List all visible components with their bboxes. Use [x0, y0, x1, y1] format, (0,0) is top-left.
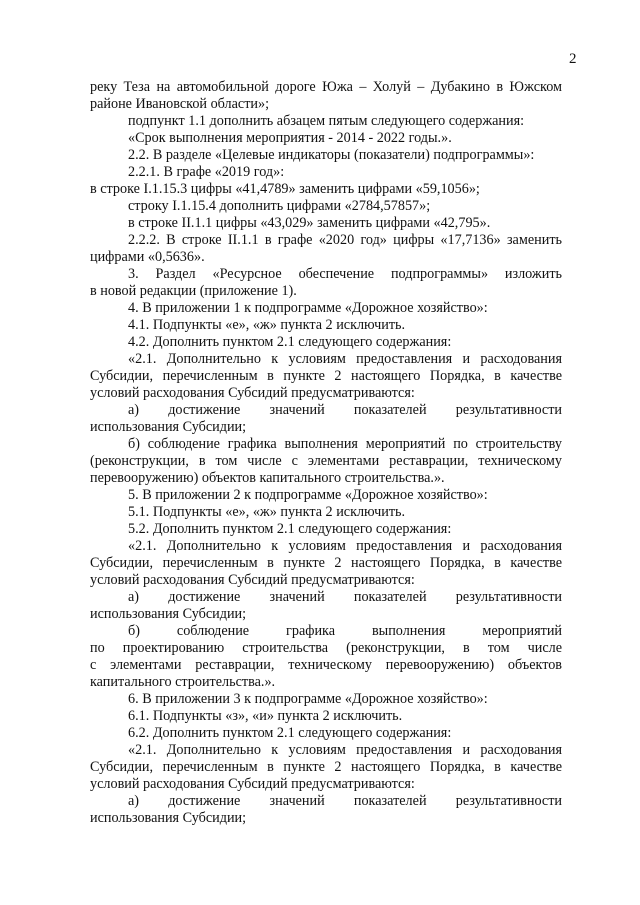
text-line: 2.2.2. В строке II.1.1 в графе «2020 год» цифры «17,7136» заменить: [128, 232, 562, 248]
text-line: строку I.1.15.4 дополнить цифрами «2784,57857»;: [128, 198, 431, 214]
text-line: в строке I.1.15.3 цифры «41,4789» заменить цифрами «59,1056»;: [90, 181, 480, 197]
text-line: «2.1. Дополнительно к условиям предоставления и расходования: [128, 351, 562, 367]
text-line: Субсидии, перечисленным в пункте 2 настоящего Порядка, в качестве: [90, 759, 562, 775]
text-line: (реконструкции, в том числе с элементами реставрации, техническому: [90, 453, 562, 469]
text-line: 6.2. Дополнить пунктом 2.1 следующего содержания:: [128, 725, 452, 741]
page-number: 2: [569, 51, 577, 67]
text-line: 2.2. В разделе «Целевые индикаторы (показатели) подпрограммы»:: [128, 147, 535, 163]
text-line: а) достижение значений показателей результативности: [128, 589, 562, 605]
text-line: использования Субсидии;: [90, 419, 247, 435]
text-line: 5. В приложении 2 к подпрограмме «Дорожное хозяйство»:: [128, 487, 488, 503]
text-line: использования Субсидии;: [90, 810, 247, 826]
text-line: б) соблюдение графика выполнения мероприятий: [128, 623, 562, 639]
text-line: в строке II.1.1 цифры «43,029» заменить цифрами «42,795».: [128, 215, 491, 231]
document-body: [90, 79, 562, 827]
text-line: 6. В приложении 3 к подпрограмме «Дорожное хозяйство»:: [128, 691, 488, 707]
text-line: 3. Раздел «Ресурсное обеспечение подпрограммы» изложить: [128, 266, 562, 282]
text-line: 5.2. Дополнить пунктом 2.1 следующего содержания:: [128, 521, 452, 537]
text-line: подпункт 1.1 дополнить абзацем пятым следующего содержания:: [128, 113, 525, 129]
text-line: перевооружению) объектов капитального строительства.».: [90, 470, 445, 486]
text-line: Субсидии, перечисленным в пункте 2 настоящего Порядка, в качестве: [90, 555, 562, 571]
text-line: 4.1. Подпункты «е», «ж» пункта 2 исключить.: [128, 317, 406, 333]
text-line: использования Субсидии;: [90, 606, 247, 622]
text-line: капитального строительства.».: [90, 674, 276, 690]
text-line: условий расходования Субсидий предусматриваются:: [90, 572, 415, 588]
text-line: 4. В приложении 1 к подпрограмме «Дорожное хозяйство»:: [128, 300, 488, 316]
text-line: 5.1. Подпункты «е», «ж» пункта 2 исключить.: [128, 504, 406, 520]
text-line: цифрами «0,5636».: [90, 249, 205, 265]
text-line: с элементами реставрации, техническому перевооружению) объектов: [90, 657, 562, 673]
text-line: районе Ивановской области»;: [90, 96, 270, 112]
text-line: по проектированию строительства (реконструкции, в том числе: [90, 640, 562, 656]
text-line: в новой редакции (приложение 1).: [90, 283, 297, 299]
text-line: условий расходования Субсидий предусматриваются:: [90, 385, 415, 401]
text-line: 6.1. Подпункты «з», «и» пункта 2 исключить.: [128, 708, 403, 724]
text-line: Субсидии, перечисленным в пункте 2 настоящего Порядка, в качестве: [90, 368, 562, 384]
text-line: а) достижение значений показателей результативности: [128, 402, 562, 418]
text-line: а) достижение значений показателей результативности: [128, 793, 562, 809]
text-line: «Срок выполнения мероприятия - 2014 - 2022 годы.».: [128, 130, 452, 146]
text-line: 4.2. Дополнить пунктом 2.1 следующего содержания:: [128, 334, 452, 350]
text-line: условий расходования Субсидий предусматриваются:: [90, 776, 415, 792]
text-line: реку Теза на автомобильной дороге Южа – Холуй – Дубакино в Южском: [90, 79, 562, 95]
text-line: 2.2.1. В графе «2019 год»:: [128, 164, 285, 180]
text-line: б) соблюдение графика выполнения мероприятий по строительству: [128, 436, 562, 452]
text-line: «2.1. Дополнительно к условиям предоставления и расходования: [128, 538, 562, 554]
text-line: «2.1. Дополнительно к условиям предоставления и расходования: [128, 742, 562, 758]
